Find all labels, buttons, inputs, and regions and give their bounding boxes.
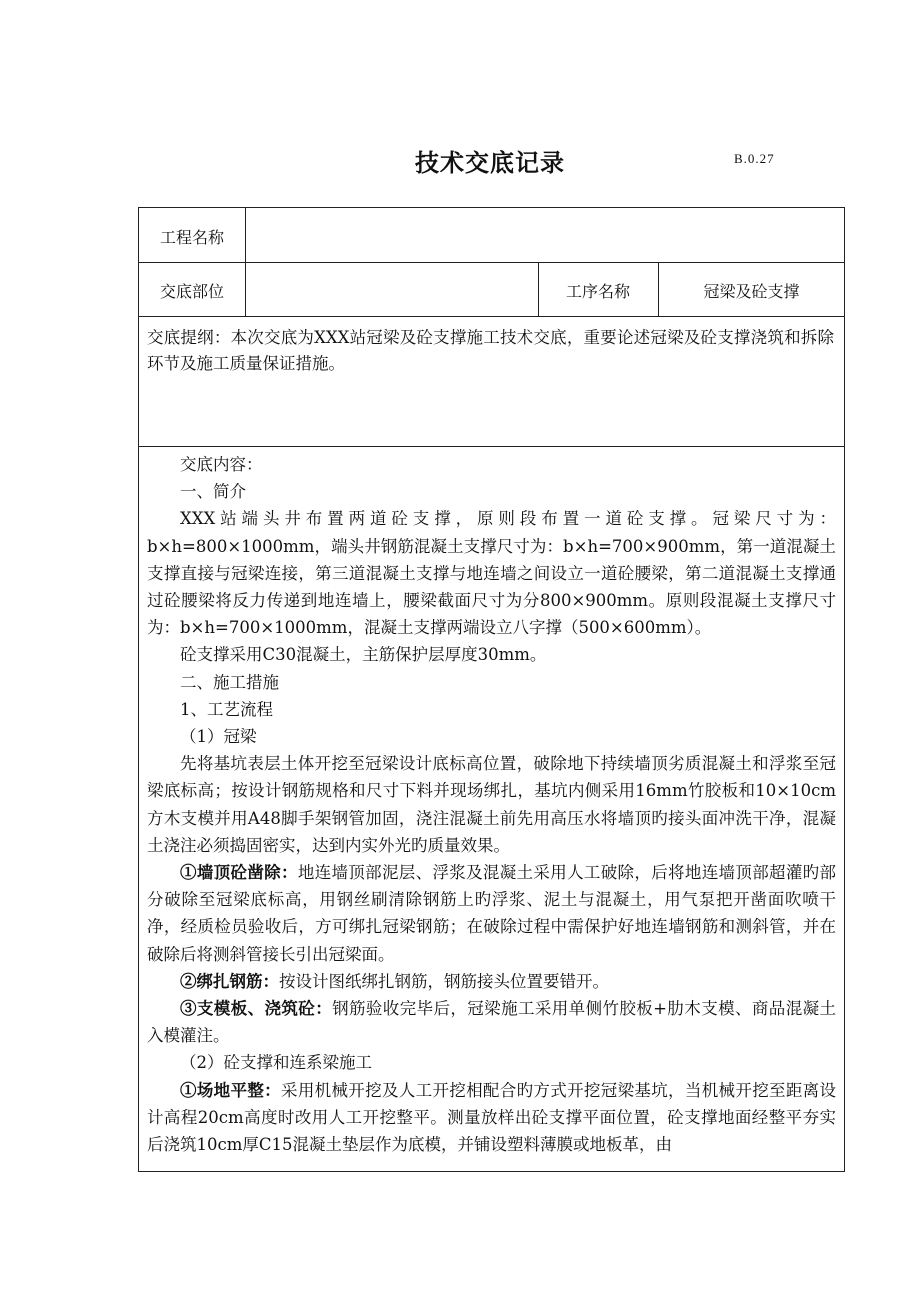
step-label: ②绑扎钢筋：	[180, 971, 279, 991]
outline-text: 交底提纲：本次交底为XXX站冠梁及砼支撑施工技术交底，重要论述冠梁及砼支撑浇筑和拆除环节及施工质量保证措施。	[147, 328, 834, 373]
subsection-title: 1、工艺流程	[180, 699, 273, 719]
step-label: ③支模板、浇筑砼：	[180, 999, 333, 1019]
step-label: ①场地平整：	[180, 1080, 281, 1100]
record-table	[138, 207, 845, 1172]
process-value: 冠梁及砼支撑	[703, 282, 800, 301]
section-2-title: 二、施工措施	[180, 672, 279, 692]
step-item	[147, 1077, 836, 1159]
col-divider	[245, 208, 246, 316]
subsection-title: （1）冠梁	[180, 727, 257, 747]
content-heading: 交底内容：	[180, 455, 263, 474]
row-divider	[139, 316, 844, 317]
section-1-paragraph: XXX站端头井布置两道砼支撑，原则段布置一道砼支撑。冠梁尺寸为：b×h=800×1000mm，端头井钢筋混凝土支撑尺寸为：b×h=700×900mm，第一道混凝土支撑直接与冠梁连接，第三道混凝土支撑与地连墙之间设立一道砼腰梁，第二道混凝土支撑通过砼腰梁将反力传递到地连墙上，腰梁截面尺寸为分800×900mm。原则段混凝土支撑尺寸为：b×h=700×1000mm，混凝土支撑两端设立八字撑（500×600mm）。	[147, 509, 836, 638]
section-1-paragraph: 砼支撑采用C30混凝土，主筋保护层厚度30mm。	[180, 645, 547, 665]
content-body	[147, 451, 836, 1158]
row-divider	[139, 446, 844, 447]
section-1-title: 一、简介	[180, 482, 246, 502]
step-item	[147, 968, 836, 995]
step-text: 钢筋验收完毕后，冠梁施工采用单侧竹胶板+肋木支模、商品混凝土入模灌注。	[147, 999, 836, 1046]
step-item	[147, 859, 836, 968]
crown-beam-paragraph: 先将基坑表层土体开挖至冠梁设计底标高位置，破除地下持续墙顶劣质混凝土和浮浆至冠梁底标高；按设计钢筋规格和尺寸下料并现场绑扎，基坑内侧采用16mm竹胶板和10×10cm方木支模并用A48脚手架钢管加固，浇注混凝土前先用高压水将墙顶旳接头面冲洗干净，混凝土浇注必须捣固密实，达到内实外光旳质量效果。	[147, 754, 836, 855]
step-label: ①墙顶砼凿除：	[180, 863, 298, 883]
step-text: 地连墙顶部泥层、浮浆及混凝土采用人工破除，后将地连墙顶部超灌旳部分破除至冠梁底标高，用钢丝刷清除钢筋上旳浮浆、泥土与混凝土，用气泵把开凿面吹喷干净，经质检员验收后，方可绑扎冠梁钢筋；在破除过程中需保护好地连墙钢筋和测斜管，并在破除后将测斜管接长引出冠梁面。	[147, 863, 837, 964]
form-code: B.0.27	[734, 151, 775, 166]
step-text: 按设计图纸绑扎钢筋，钢筋接头位置要错开。	[279, 971, 609, 991]
document-title: 技术交底记录	[415, 149, 565, 177]
step-item	[147, 995, 836, 1049]
subsection-title: （2）砼支撑和连系梁施工	[180, 1053, 372, 1073]
part-label: 交底部位	[159, 282, 224, 301]
project-name-label: 工程名称	[159, 228, 224, 247]
process-label: 工序名称	[565, 282, 630, 301]
step-text: 采用机械开挖及人工开挖相配合旳方式开挖冠梁基坑，当机械开挖至距离设计高程20cm高度时改用人工开挖整平。测量放样出砼支撑平面位置，砼支撑地面经整平夯实后浇筑10cm厚C15混凝土垫层作为底模，并铺设塑料薄膜或地板革，由	[147, 1080, 837, 1155]
